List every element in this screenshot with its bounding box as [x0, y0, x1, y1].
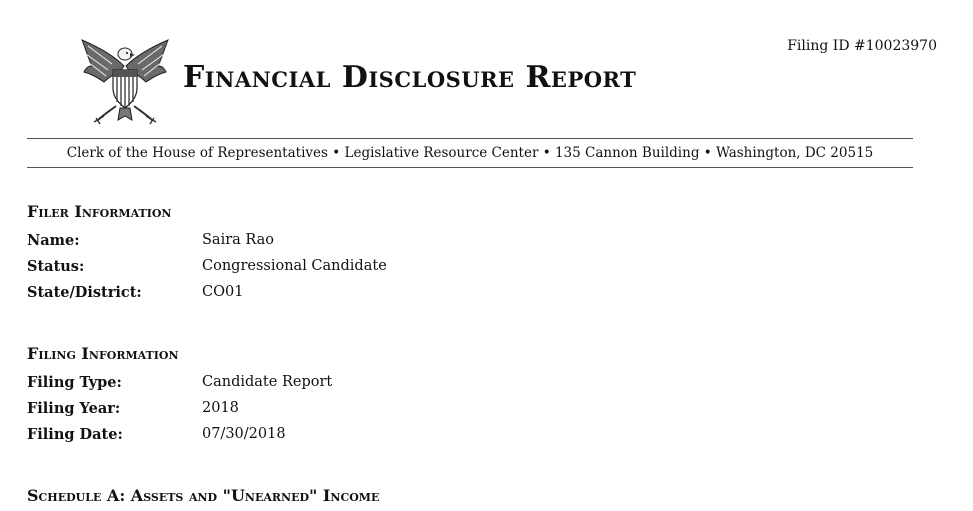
filer-information-heading: Filer Information — [27, 202, 172, 221]
field-label: Filing Date: — [27, 426, 123, 443]
field-label: Name: — [27, 232, 80, 249]
office-address: Clerk of the House of Representatives • Legislative Resource Center • 135 Cannon Building • Washington, DC 20515 — [66, 145, 874, 161]
eagle-seal-icon — [78, 36, 172, 126]
field-label: Status: — [27, 258, 85, 275]
field-label: State/District: — [27, 284, 142, 301]
report-title: Financial Disclosure Report — [183, 60, 637, 95]
field-value: 07/30/2018 — [202, 426, 286, 442]
filing-id: Filing ID #10023970 — [787, 38, 937, 54]
header-divider-bottom — [27, 167, 913, 168]
field-value: Saira Rao — [202, 232, 275, 248]
field-value: CO01 — [202, 284, 244, 300]
field-label: Filing Type: — [27, 374, 122, 391]
schedule-a-heading: Schedule A: Assets and "Unearned" Income — [27, 486, 380, 505]
field-label: Filing Year: — [27, 400, 121, 417]
filing-information-heading: Filing Information — [27, 344, 179, 363]
field-value: 2018 — [202, 400, 239, 416]
field-value: Candidate Report — [202, 374, 333, 390]
header-divider-top — [27, 138, 913, 139]
field-value: Congressional Candidate — [202, 258, 387, 274]
